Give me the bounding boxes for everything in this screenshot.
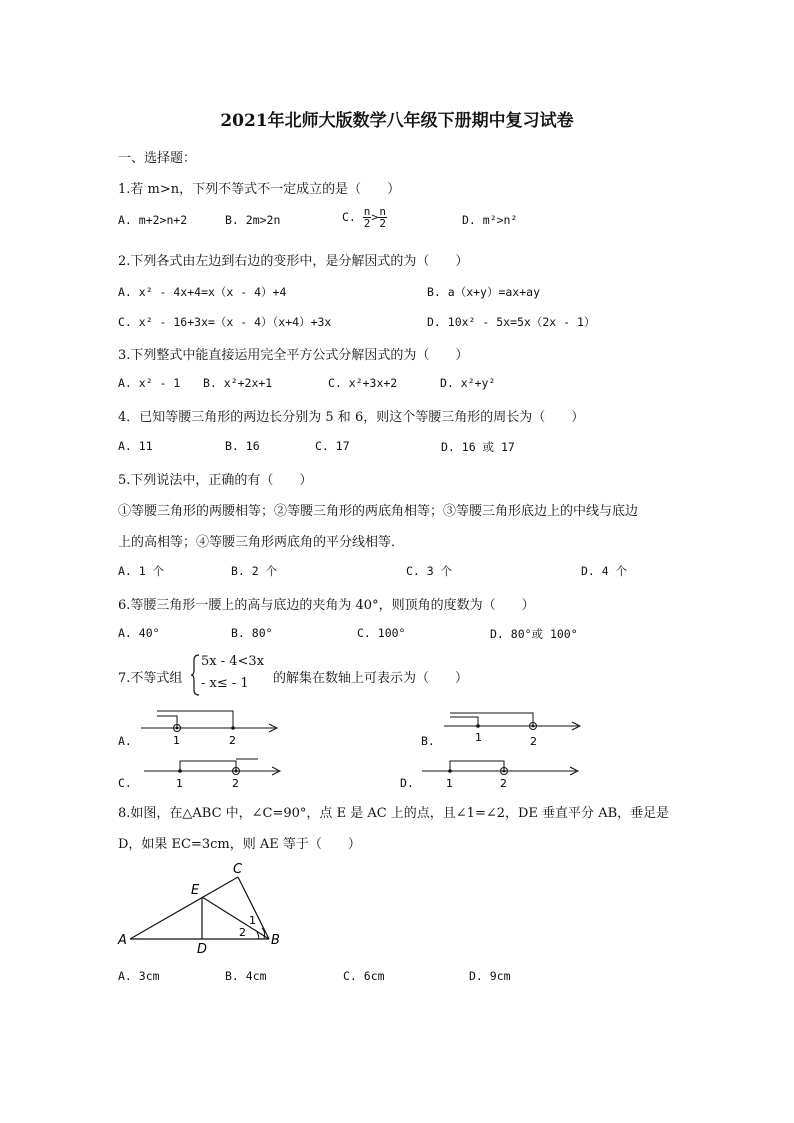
tick-label-1: 1 bbox=[173, 734, 180, 747]
question-8-stem-line-2: D，如果 EC=3cm，则 AE 等于（ ） bbox=[118, 837, 361, 852]
label-b: B bbox=[271, 933, 280, 948]
q1-c-relation: > bbox=[371, 210, 379, 224]
angle-label-2: 2 bbox=[239, 926, 246, 939]
q1-option-a[interactable]: A. m+2>n+2 bbox=[118, 213, 188, 227]
q5-option-c[interactable]: C. 3 个 bbox=[406, 564, 453, 578]
inequality-2: - x≤ - 1 bbox=[201, 676, 249, 691]
q4-option-b[interactable]: B. 16 bbox=[225, 439, 260, 453]
segment-ac bbox=[130, 877, 238, 939]
page-title: 2021年北师大版数学八年级下册期中复习试卷 bbox=[220, 111, 574, 131]
q2-option-d[interactable]: D. 10x² - 5x=5x（2x - 1） bbox=[427, 315, 596, 329]
tick-label-2: 2 bbox=[229, 734, 236, 747]
question-7-stem-prefix: 7.不等式组 bbox=[118, 671, 183, 686]
q1-option-d[interactable]: D. m²>n² bbox=[462, 213, 518, 227]
inequality-1: 5x - 4<3x bbox=[201, 654, 265, 669]
tick-label-1: 1 bbox=[446, 777, 453, 790]
question-3-stem: 3.下列整式中能直接运用完全平方公式分解因式的为（ ） bbox=[118, 348, 469, 363]
q5-option-d[interactable]: D. 4 个 bbox=[581, 564, 628, 578]
question-1-stem: 1.若 m>n，下列不等式不一定成立的是（ ） bbox=[118, 182, 401, 197]
q3-option-d[interactable]: D. x²+y² bbox=[440, 376, 496, 390]
fraction-n-over-2: $\frac{n}{2}$ bbox=[379, 205, 386, 230]
section-heading: 一、选择题： bbox=[118, 151, 197, 166]
q5-statements-line-1: ①等腰三角形的两腰相等；②等腰三角形的两底角相等；③等腰三角形底边上的中线与底边 bbox=[118, 504, 639, 519]
q1-option-b[interactable]: B. 2m>2n bbox=[225, 213, 281, 227]
question-4-stem: 4．已知等腰三角形的两边长分别为 5 和 6，则这个等腰三角形的周长为（ ） bbox=[118, 410, 585, 425]
q2-option-c[interactable]: C. x² - 16+3x=（x - 4）（x+4）+3x bbox=[118, 315, 332, 329]
tick-label-2: 2 bbox=[232, 777, 239, 790]
q7-option-c-number-line[interactable] bbox=[138, 756, 286, 796]
fraction-m-over-2: $\frac{n}{2}$ bbox=[363, 205, 371, 230]
inequality-system bbox=[191, 654, 281, 696]
q6-option-a[interactable]: A. 40° bbox=[118, 626, 160, 640]
q1-option-c-label: C. bbox=[342, 210, 356, 224]
question-6-stem: 6.等腰三角形一腰上的高与底边的夹角为 40°，则顶角的度数为（ ） bbox=[118, 598, 535, 613]
angle-label-1: 1 bbox=[249, 914, 256, 927]
tick-label-2: 2 bbox=[500, 777, 507, 790]
q6-option-d[interactable]: D. 80°或 100° bbox=[490, 627, 578, 641]
q7-option-a-label[interactable]: A. bbox=[118, 734, 132, 748]
question-2-stem: 2.下列各式由左边到右边的变形中，是分解因式的为（ ） bbox=[118, 254, 469, 269]
q7-option-d-label[interactable]: D. bbox=[400, 776, 414, 790]
q5-statements-line-2: 上的高相等；④等腰三角形两底角的平分线相等． bbox=[118, 535, 405, 550]
label-e: E bbox=[191, 883, 200, 898]
q3-option-c[interactable]: C. x²+3x+2 bbox=[328, 376, 398, 390]
q6-option-c[interactable]: C. 100° bbox=[357, 626, 406, 640]
q5-option-b[interactable]: B. 2 个 bbox=[231, 564, 278, 578]
left-brace-icon bbox=[191, 654, 201, 696]
tick-label-1: 1 bbox=[475, 731, 482, 744]
q2-option-b[interactable]: B. a（x+y）=ax+ay bbox=[427, 285, 541, 299]
tick-label-2: 2 bbox=[530, 735, 537, 748]
label-a: A bbox=[118, 933, 127, 948]
label-d: D bbox=[197, 942, 208, 957]
q3-option-b[interactable]: B. x²+2x+1 bbox=[203, 376, 273, 390]
q3-option-a[interactable]: A. x² - 1 bbox=[118, 376, 181, 390]
tick-label-1: 1 bbox=[176, 777, 183, 790]
question-5-stem: 5.下列说法中，正确的有（ ） bbox=[118, 473, 313, 488]
q2-option-a[interactable]: A. x² - 4x+4=x（x - 4）+4 bbox=[118, 285, 287, 299]
q7-option-a-number-line[interactable] bbox=[135, 708, 285, 754]
question-7-stem-suffix: 的解集在数轴上可表示为（ ） bbox=[273, 671, 469, 686]
label-c: C bbox=[233, 862, 243, 877]
q4-option-d[interactable]: D. 16 或 17 bbox=[441, 440, 515, 454]
q7-option-c-label[interactable]: C. bbox=[118, 776, 132, 790]
q7-option-b-number-line[interactable] bbox=[440, 708, 585, 754]
q8-option-b[interactable]: B. 4cm bbox=[225, 969, 267, 983]
q8-option-d[interactable]: D. 9cm bbox=[469, 969, 511, 983]
q5-option-a[interactable]: A. 1 个 bbox=[118, 564, 165, 578]
q8-option-a[interactable]: A. 3cm bbox=[118, 969, 160, 983]
q4-option-a[interactable]: A. 11 bbox=[118, 439, 153, 453]
question-8-stem-line-1: 8.如图，在△ABC 中，∠C=90°，点 E 是 AC 上的点，且∠1=∠2，DE 垂直平分 AB，垂足是 bbox=[118, 806, 670, 821]
q1-option-c[interactable] bbox=[342, 206, 387, 229]
triangle-figure bbox=[112, 858, 292, 958]
q8-option-c[interactable]: C. 6cm bbox=[343, 969, 385, 983]
q4-option-c[interactable]: C. 17 bbox=[315, 439, 350, 453]
q7-option-d-number-line[interactable] bbox=[418, 756, 584, 796]
q6-option-b[interactable]: B. 80° bbox=[231, 626, 273, 640]
q7-option-b-label[interactable]: B. bbox=[421, 734, 435, 748]
